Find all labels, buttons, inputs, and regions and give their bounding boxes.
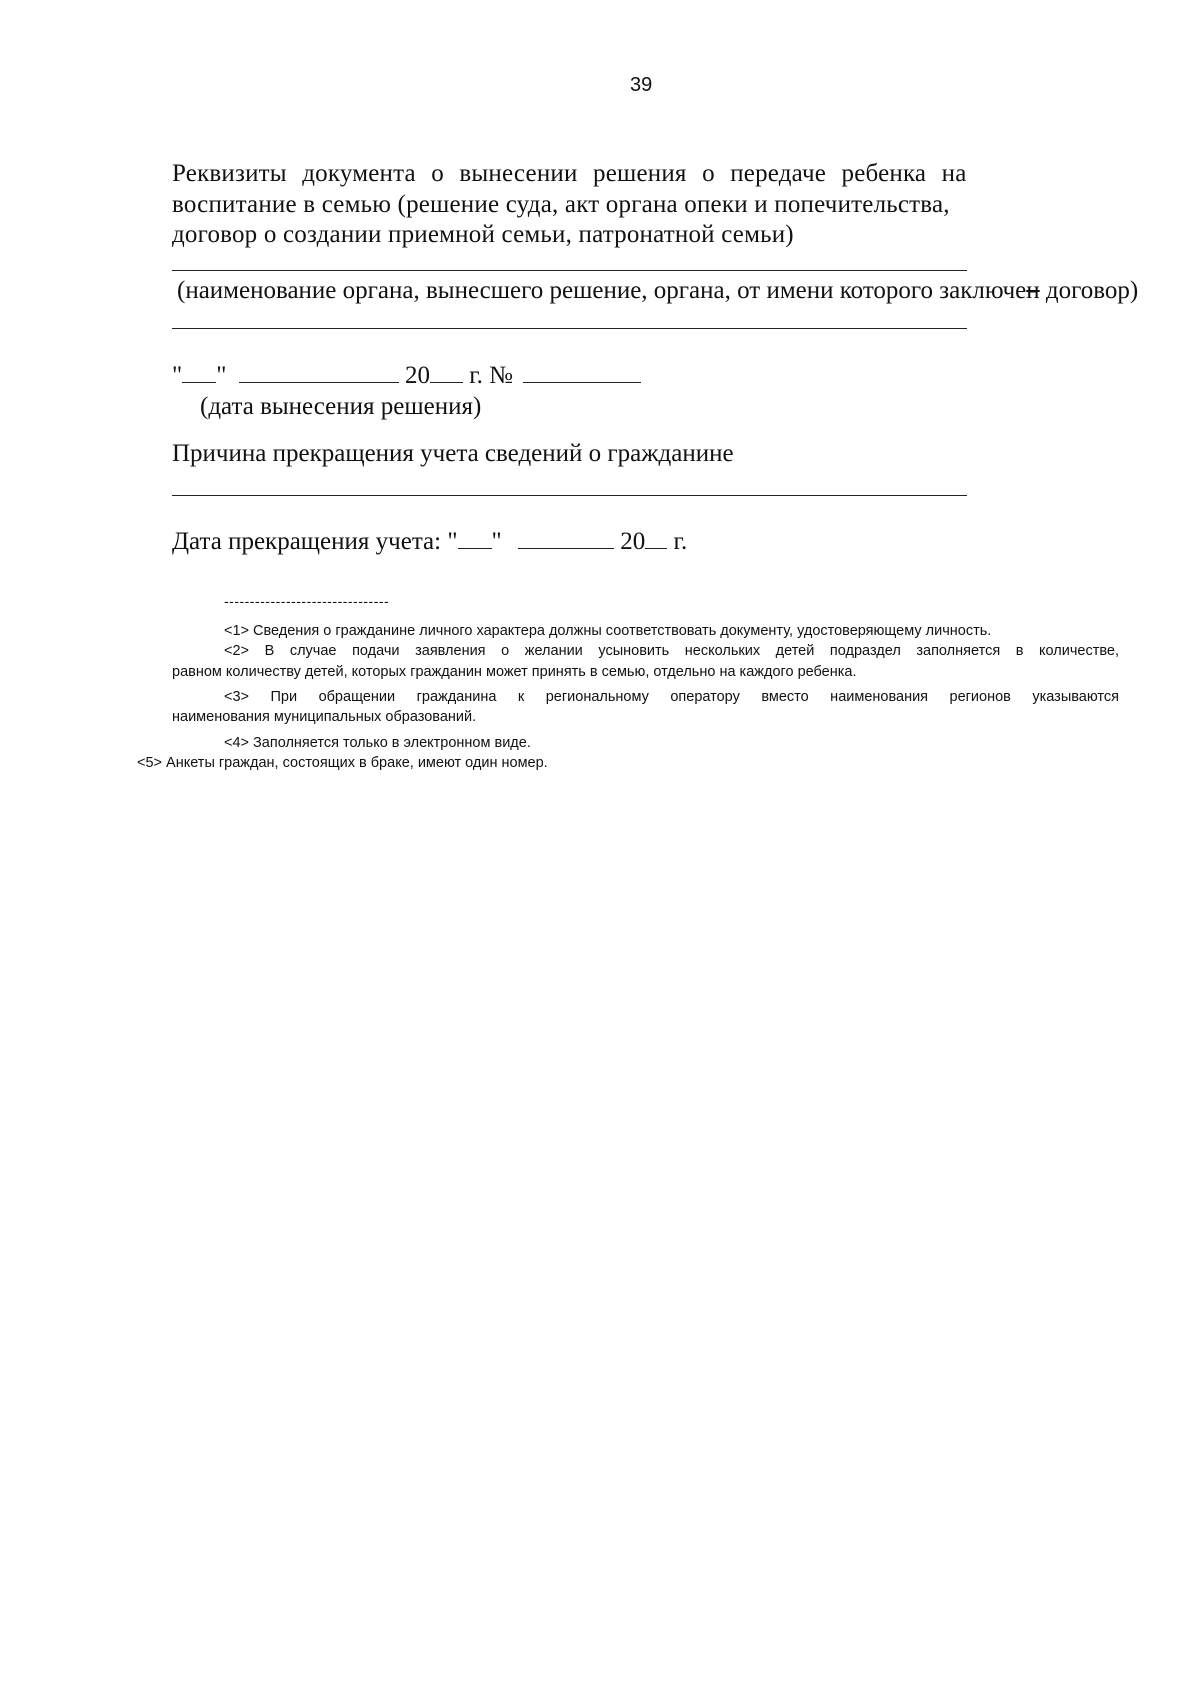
end-date-quote-close: " <box>491 528 502 555</box>
end-date-label: Дата прекращения учета: " <box>172 528 458 555</box>
organ-caption-overstrike: н <box>1026 277 1040 304</box>
end-date-row <box>172 528 687 556</box>
organ-name-caption <box>177 277 1138 305</box>
footnote-3-line-1: <3> При обращении гражданина к региональному оператору вместо наименования регионов указываются <box>224 689 1119 705</box>
heading-line-2: воспитание в семью (решение суда, акт органа опеки и попечительства, <box>172 191 950 218</box>
heading-line-1: Реквизиты документа о вынесении решения о передаче ребенка на <box>172 160 967 187</box>
decision-date-quote-close: " <box>216 362 227 389</box>
footnote-2-line-1: <2> В случае подачи заявления о желании усыновить нескольких детей подраздел заполняется в количестве, <box>224 643 1119 659</box>
organ-name-line <box>172 270 967 271</box>
organ-caption-prefix: (наименование органа, вынесшего решение, органа, от имени которого заключе <box>177 277 1027 304</box>
reason-line <box>172 495 967 496</box>
decision-date-quote-open: " <box>172 362 183 389</box>
footnote-2-line-2: равном количеству детей, которых гражданин может принять в семью, отдельно на каждого ребенка. <box>172 664 857 680</box>
organ-name-line-2 <box>172 328 967 329</box>
decision-date-row <box>172 362 641 390</box>
footnote-separator: -------------------------------- <box>224 593 390 609</box>
end-year-prefix: 20 <box>620 528 646 555</box>
decision-year-suffix: г. № <box>462 362 513 389</box>
decision-year-prefix: 20 <box>404 362 430 389</box>
decision-day-blank <box>182 362 216 383</box>
end-year-blank <box>645 528 667 549</box>
heading-line-3: договор о создании приемной семьи, патронатной семьи) <box>172 221 794 248</box>
end-year-suffix: г. <box>667 528 688 555</box>
end-month-blank <box>518 528 614 549</box>
reason-label: Причина прекращения учета сведений о гражданине <box>172 440 734 467</box>
footnote-3-line-2: наименования муниципальных образований. <box>172 709 477 725</box>
decision-date-caption: (дата вынесения решения) <box>200 393 482 420</box>
footnote-5: <5> Анкеты граждан, состоящих в браке, имеют один номер. <box>137 755 548 771</box>
footnote-4: <4> Заполняется только в электронном виде. <box>224 735 531 751</box>
footnote-1: <1> Сведения о гражданине личного характера должны соответствовать документу, удостоверяющему личность. <box>224 623 992 639</box>
end-day-blank <box>458 528 492 549</box>
decision-number-blank <box>523 362 641 383</box>
organ-caption-suffix: договор) <box>1039 277 1139 304</box>
decision-year-blank <box>430 362 463 383</box>
decision-month-blank <box>239 362 399 383</box>
page-number: 39 <box>630 74 653 96</box>
